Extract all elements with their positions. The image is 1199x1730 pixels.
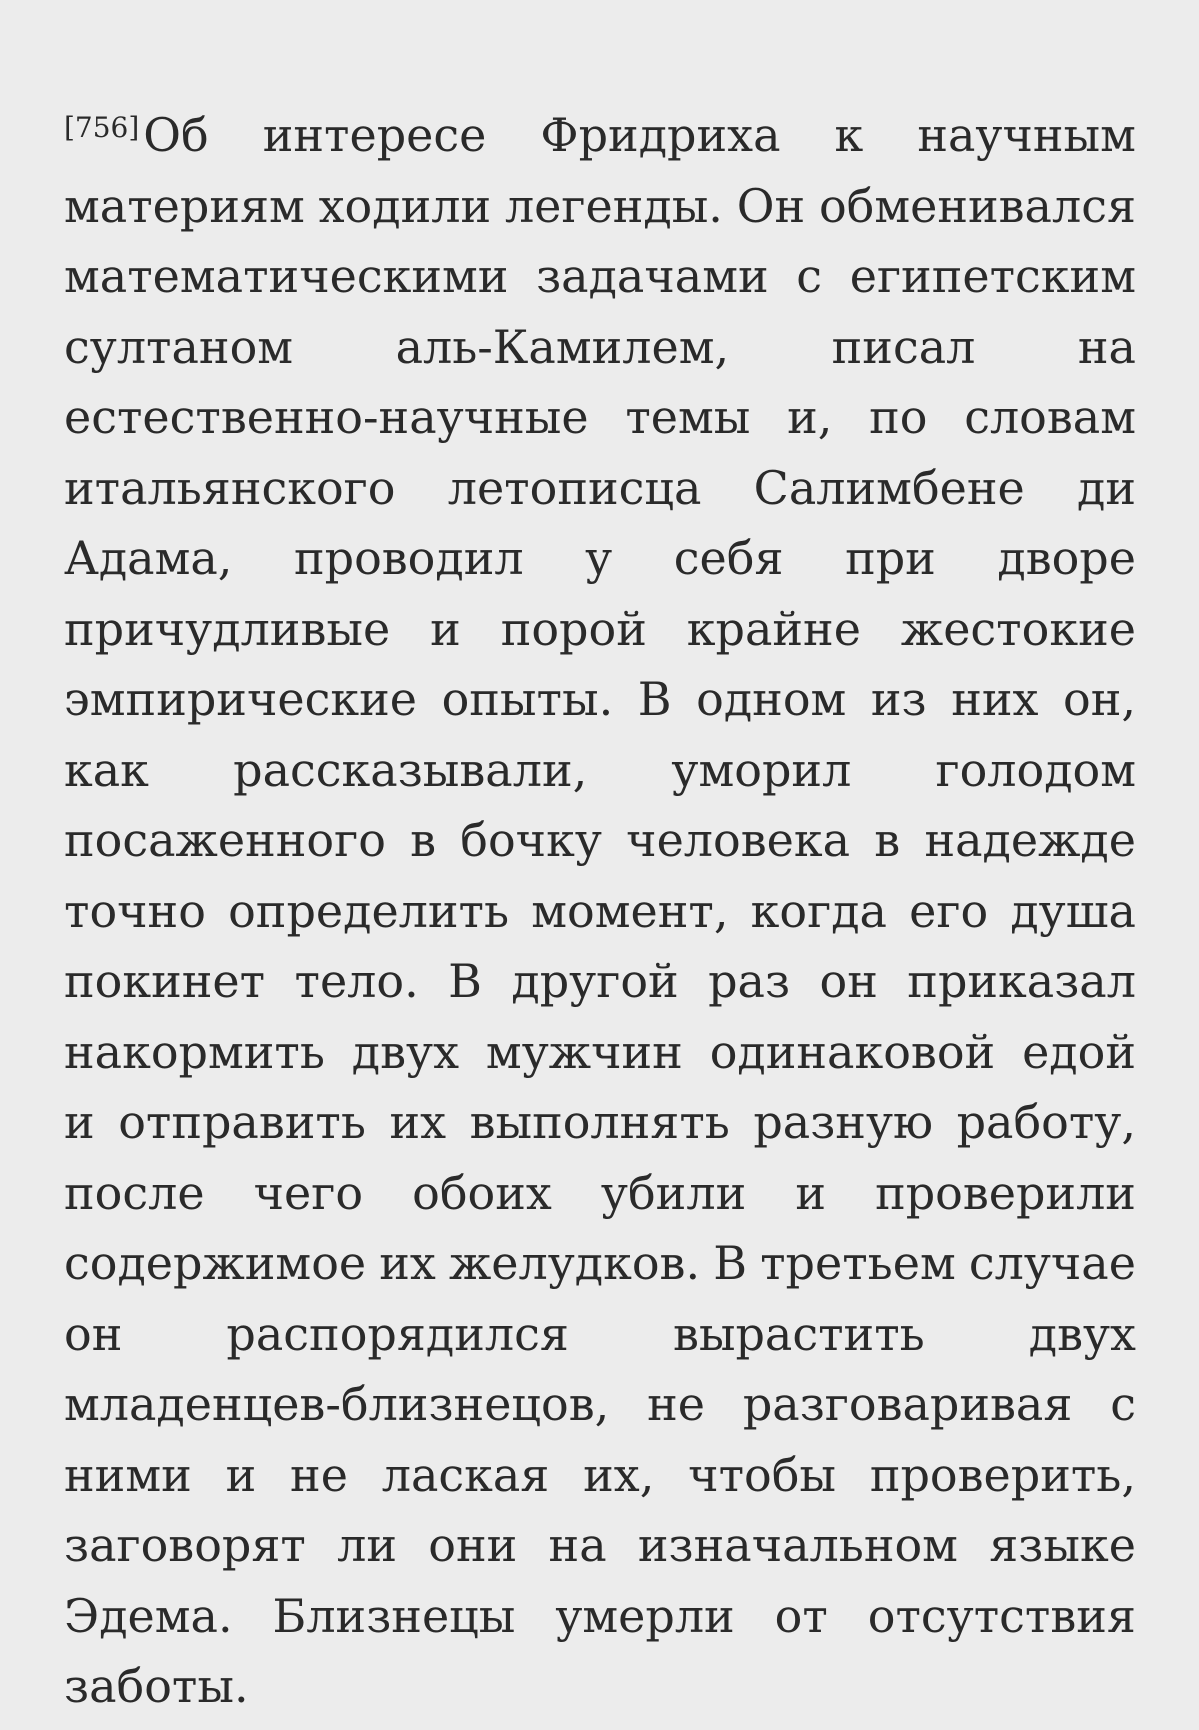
word: опыты. [441, 672, 614, 726]
word: Он [736, 178, 806, 233]
word: когда [750, 883, 887, 938]
word: Об [143, 108, 209, 162]
word: в [874, 813, 901, 867]
word: причудливые [64, 601, 391, 656]
word: одинаковой [709, 1024, 996, 1079]
word: их [389, 1095, 447, 1149]
word: чтобы [688, 1447, 837, 1502]
word: не [647, 1377, 705, 1431]
word: В [448, 954, 482, 1008]
word: содержимое [64, 1236, 367, 1290]
word: и, [787, 390, 833, 444]
word: проводил [293, 531, 524, 585]
word: душа [1010, 883, 1136, 938]
word: тело. [294, 954, 419, 1008]
word: Фридриха [540, 108, 781, 162]
word: раз [708, 954, 791, 1008]
word: писал [831, 319, 976, 374]
word: накормить [64, 1024, 325, 1079]
word: случае [968, 1236, 1136, 1290]
word: убили [600, 1165, 747, 1220]
word: не [290, 1447, 348, 1502]
text-line [64, 1025, 1136, 1096]
word: интересе [262, 108, 487, 162]
word: ними [64, 1447, 192, 1502]
word: заботы. [64, 1659, 249, 1713]
word: крайне [686, 601, 861, 656]
text-line [64, 249, 1136, 320]
word: на [548, 1518, 607, 1572]
word: султаном [64, 319, 294, 374]
word: заговорят [64, 1518, 306, 1572]
word: он, [1063, 672, 1136, 726]
word: в [410, 813, 437, 867]
word: Адама, [64, 531, 233, 585]
word: материям [64, 178, 305, 233]
word: Эдема. [64, 1588, 233, 1643]
word: жестокие [900, 601, 1136, 656]
word: темы [625, 390, 751, 444]
word: разную [753, 1095, 934, 1149]
word: и [64, 1095, 95, 1149]
word: выполнять [469, 1095, 730, 1149]
word: задачами [536, 249, 769, 303]
word: рассказывали, [233, 742, 588, 797]
word: третьем [760, 1236, 956, 1290]
text-line [64, 954, 1136, 1025]
word: разговаривая [742, 1377, 1073, 1431]
word: голодом [935, 742, 1136, 797]
word: с [796, 249, 823, 303]
word: они [428, 1518, 518, 1572]
word: бочку [460, 813, 602, 867]
word: словам [964, 390, 1136, 444]
word: другой [511, 954, 679, 1008]
word: и [430, 601, 461, 656]
word: распорядился [226, 1306, 569, 1361]
text-line [64, 390, 1136, 461]
word: посаженного [64, 813, 386, 867]
text-line [64, 108, 1136, 179]
word: летописца [447, 460, 702, 515]
word: обменивался [818, 178, 1136, 233]
word: желудков. [448, 1236, 701, 1290]
word: легенды. [504, 178, 723, 233]
word: Близнецы [272, 1588, 516, 1643]
word: ли [337, 1518, 397, 1572]
text-line [64, 743, 1136, 814]
word: и [225, 1447, 257, 1502]
text-line [64, 1377, 1136, 1448]
word: он [819, 954, 878, 1008]
word: Салимбене [753, 460, 1025, 515]
word: покинет [64, 954, 266, 1008]
text-line [64, 320, 1136, 391]
word: из [870, 672, 927, 726]
text-line [64, 1589, 1136, 1660]
word: них [951, 672, 1039, 726]
word: математическими [64, 249, 509, 303]
word: умерли [555, 1588, 735, 1643]
word: момент, [531, 883, 729, 938]
word: его [909, 883, 989, 938]
word: при [845, 531, 936, 585]
text-line [64, 531, 1136, 602]
text-line [64, 1659, 1136, 1730]
word: точно [64, 883, 206, 938]
word: человека [626, 813, 851, 867]
word: двух [1028, 1306, 1136, 1361]
word: себя [673, 531, 784, 585]
word: двух [351, 1024, 460, 1079]
word: от [774, 1588, 828, 1643]
word: чего [253, 1165, 364, 1220]
word: отправить [118, 1095, 366, 1149]
footnote-text [64, 108, 1136, 1730]
word: обоих [412, 1165, 552, 1220]
text-line [64, 179, 1136, 250]
first-word-group [64, 108, 209, 162]
word: одном [696, 672, 847, 726]
word: и [795, 1165, 826, 1220]
word: ди [1077, 460, 1136, 515]
word: определить [228, 883, 510, 938]
text-line [64, 1518, 1136, 1589]
word: отсутствия [867, 1588, 1136, 1643]
word: изначальном [637, 1518, 958, 1572]
word: порой [500, 601, 647, 656]
word: по [869, 390, 928, 444]
word: работу, [956, 1095, 1136, 1149]
word: уморил [671, 742, 852, 797]
text-line [64, 813, 1136, 884]
text-line [64, 1166, 1136, 1237]
word: В [713, 1236, 747, 1290]
word: после [64, 1165, 205, 1220]
word: младенцев-близнецов, [64, 1377, 610, 1431]
text-line [64, 672, 1136, 743]
word: проверили [875, 1165, 1136, 1220]
text-line [64, 1236, 1136, 1307]
text-line [64, 884, 1136, 955]
word: египетским [849, 249, 1136, 303]
word: языке [989, 1518, 1136, 1572]
word: дворе [997, 531, 1136, 585]
word: приказал [907, 954, 1136, 1008]
footnote-marker[interactable]: [756] [64, 111, 140, 144]
word: эмпирические [64, 672, 417, 726]
word: мужчин [485, 1024, 683, 1079]
word: на [1077, 319, 1136, 374]
word: проверить, [869, 1447, 1136, 1502]
word: ходили [318, 178, 492, 233]
word: итальянского [64, 460, 396, 515]
word: надежде [924, 813, 1136, 867]
word: аль-Камилем, [395, 319, 730, 374]
word: научным [917, 108, 1136, 162]
text-line [64, 461, 1136, 532]
word: лаская [381, 1447, 550, 1502]
text-line [64, 1448, 1136, 1519]
text-line [64, 1307, 1136, 1378]
word: у [585, 531, 613, 585]
word: как [64, 742, 149, 797]
word: естественно-научные [64, 390, 589, 444]
word: их, [583, 1447, 655, 1502]
word: с [1110, 1377, 1136, 1431]
word: вырастить [672, 1306, 925, 1361]
word: к [834, 108, 864, 162]
word: В [637, 672, 672, 726]
word: их [379, 1236, 436, 1290]
word: он [64, 1306, 123, 1361]
text-line [64, 602, 1136, 673]
text-line [64, 1095, 1136, 1166]
word: едой [1022, 1024, 1136, 1079]
